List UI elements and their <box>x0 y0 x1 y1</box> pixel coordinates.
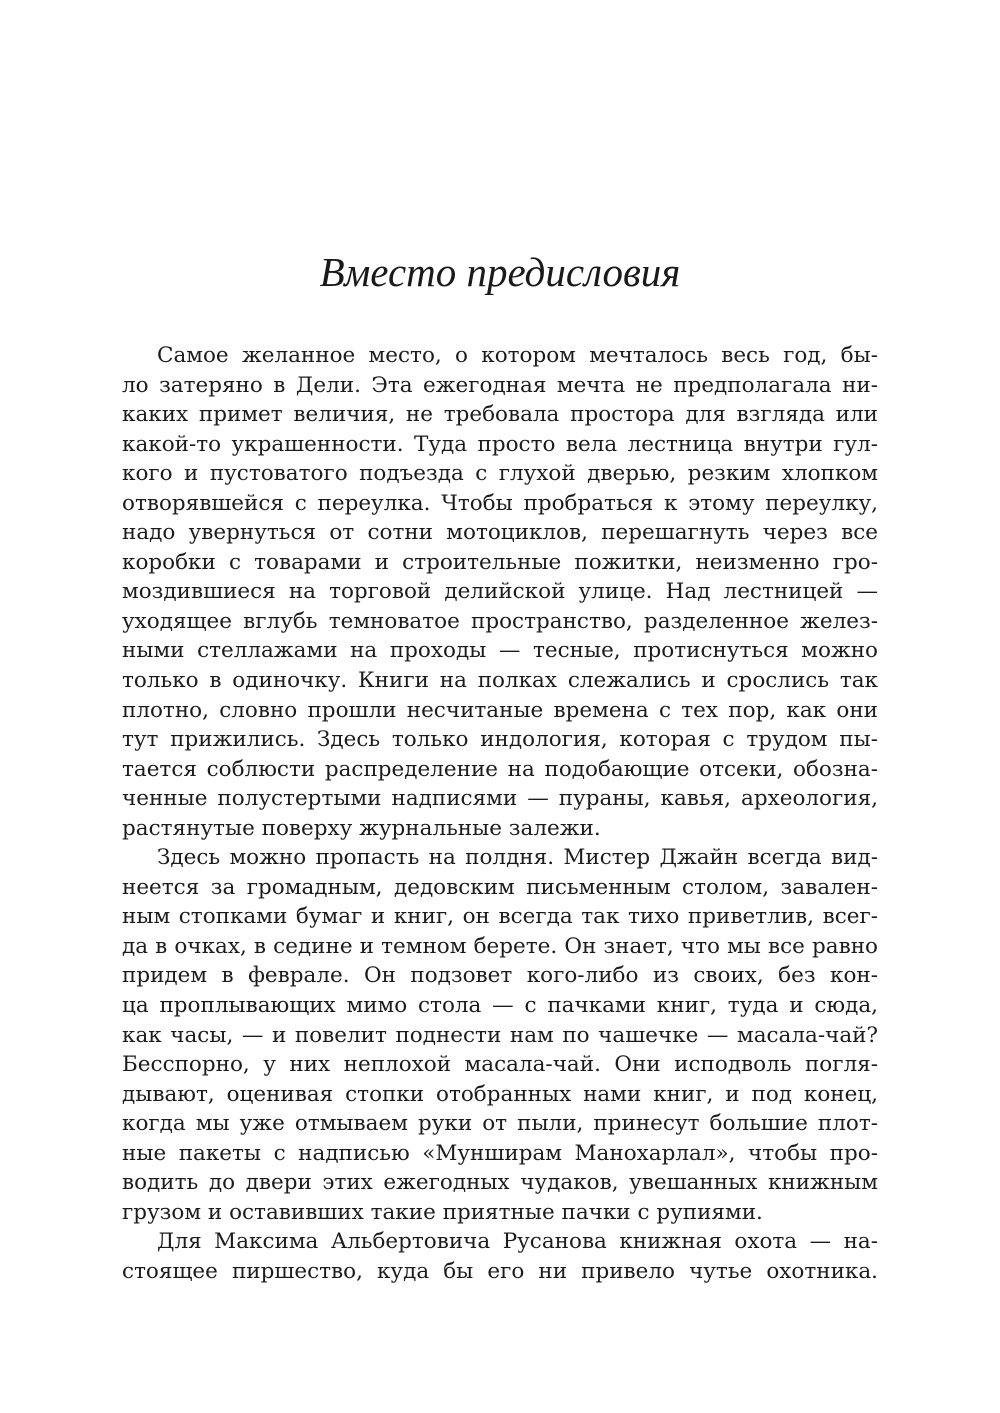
text-line: Для Максима Альбертовича Русанова книжная охота — на- <box>157 1229 878 1255</box>
text-line: ца проплывающих мимо стола — с пачками книг, туда и сюда, <box>122 993 878 1019</box>
text-line: тается соблюсти распределение на подобающие отсеки, обозна- <box>122 756 878 782</box>
text-line: растянутые поверху журнальные залежи. <box>122 815 601 841</box>
text-line: ные пакеты с надписью «Мунширам Манохарлал», чтобы про- <box>122 1140 878 1166</box>
text-line: грузом и оставивших такие приятные пачки с рупиями. <box>122 1199 763 1225</box>
text-line: коробки с товарами и строительные пожитки, неизменно гро- <box>122 549 878 575</box>
text-line: придем в феврале. Он подзовет кого-либо из своих, без кон- <box>122 963 878 989</box>
text-line: Бесспорно, у них неплохой масала-чай. Они исподволь погля- <box>122 1052 878 1078</box>
text-line: уходящее вглубь темноватое пространство, разделенное желез- <box>122 608 878 634</box>
text-line: неется за громадным, дедовским письменным столом, завален- <box>122 874 878 900</box>
text-line: дывают, оценивая стопки отобранных нами книг, и под конец, <box>122 1081 878 1107</box>
text-line: водить до двери этих ежегодных чудаков, увешанных книжным <box>122 1170 878 1196</box>
text-line: Здесь можно пропасть на полдня. Мистер Джайн всегда вид- <box>157 845 878 871</box>
text-line: кого и пустоватого подъезда с глухой дверью, резким хлопком <box>122 461 878 487</box>
chapter-title: Вместо предисловия <box>319 249 681 295</box>
text-line: отворявшейся с переулка. Чтобы пробраться к этому переулку, <box>122 490 878 516</box>
text-line: плотно, словно прошли несчитаные времена с тех пор, как они <box>122 697 878 723</box>
text-line: моздившиеся на торговой делийской улице. Над лестницей — <box>122 579 878 605</box>
text-line: как часы, — и повелит поднести нам по чашечке — масала-чай? <box>122 1022 878 1048</box>
text-line: ными стеллажами на проходы — тесные, протиснуться можно <box>122 638 878 664</box>
text-line: ло затеряно в Дели. Эта ежегодная мечта не предполагала ни- <box>122 372 878 398</box>
text-line: ным стопками бумаг и книг, он всегда так тихо приветлив, всег- <box>122 904 878 930</box>
text-line: ченные полустертыми надписями — пураны, кавья, археология, <box>122 786 878 812</box>
text-line: надо увернуться от сотни мотоциклов, перешагнуть через все <box>122 520 878 546</box>
text-line: да в очках, в седине и темном берете. Он знает, что мы все равно <box>122 933 878 959</box>
text-line: только в одиночку. Книги на полках слежались и срослись так <box>122 668 878 694</box>
text-line: Самое желанное место, о котором мечталось весь год, бы- <box>157 343 878 368</box>
body-text <box>122 341 878 1287</box>
text-line: когда мы уже отмываем руки от пыли, принесут большие плот- <box>122 1111 878 1137</box>
text-line: тут прижились. Здесь только индология, которая с трудом пы- <box>122 727 878 753</box>
text-line: какой-то украшенности. Туда просто вела лестница внутри гул- <box>122 431 878 457</box>
text-line: стоящее пиршество, куда бы его ни привело чутье охотника. <box>122 1258 878 1284</box>
text-line: каких примет величия, не требовала простора для взгляда или <box>122 402 878 428</box>
